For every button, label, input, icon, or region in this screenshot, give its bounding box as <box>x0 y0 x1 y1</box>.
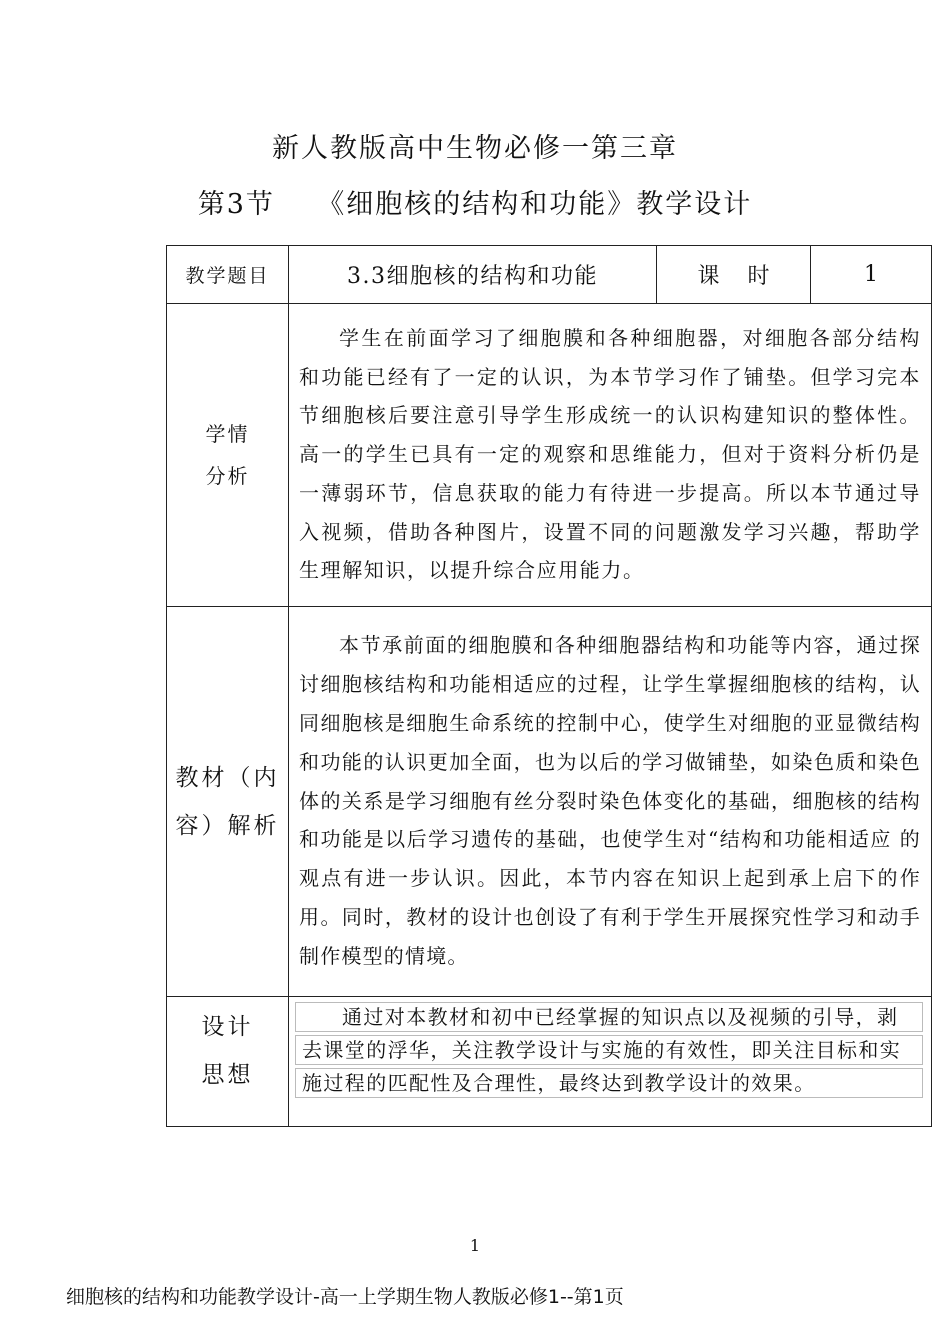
document-title: 新人教版高中生物必修一第三章 <box>272 133 678 164</box>
page-number: 1 <box>469 1236 481 1255</box>
design-thought-cell <box>289 997 932 1127</box>
students-analysis-text: 学生在前面学习了细胞膜和各种细胞器，对细胞各部分结构和功能已经有了一定的认识，为本节学习作了铺垫。但学习完本节细胞核后要注意引导学生形成统一的认识构建知识的整体性。高一的学生已具有一定的观察和思维能力，但对于资料分析仍是一薄弱环节，信息获取的能力有待进一步提高。所以本节通过导入视频，借助各种图片，设置不同的问题激发学习兴趣，帮助学生理解知识，以提升综合应用能力。 <box>299 325 921 583</box>
material-label-line1: 教材（内 <box>175 764 280 791</box>
document-subtitle: 第3节 《细胞核的结构和功能》教学设计 <box>197 189 753 220</box>
topic-label: 教学题目 <box>167 246 289 304</box>
material-analysis-cell <box>289 607 932 997</box>
table-row-students <box>167 304 932 607</box>
design-thought-label <box>167 997 289 1127</box>
students-analysis-label <box>167 304 289 607</box>
hours-value: 1 <box>811 246 932 304</box>
design-label-line2: 思想 <box>201 1062 254 1088</box>
material-analysis-text: 本节承前面的细胞膜和各种细胞器结构和功能等内容，通过探讨细胞核结构和功能相适应的过程，让学生掌握细胞核的结构，认同细胞核是细胞生命系统的控制中心，使学生对细胞的亚显微结构和功能的认识更加全面，也为以后的学习做铺垫，如染色质和染色体的关系是学习细胞有丝分裂时染色体变化的基础，细胞核的结构和功能是以后学习遗传的基础，也使学生对“结构和功能相适应 的观点有进一步认识。因此，本节内容在知识上起到承上启下的作用。同时，教材的设计也创设了有利于学生开展探究性学习和动手制作模型的情境。 <box>299 633 921 968</box>
design-label-line1: 设计 <box>201 1014 254 1040</box>
students-analysis-cell <box>289 304 932 607</box>
design-line-1: 通过对本教材和初中已经掌握的知识点以及视频的引导，剥 <box>295 1002 923 1032</box>
design-line-3: 施过程的匹配性及合理性，最终达到教学设计的效果。 <box>295 1068 923 1098</box>
table-row-design <box>167 997 932 1127</box>
table-row-topic <box>167 246 932 304</box>
table-row-material <box>167 607 932 997</box>
material-analysis-label <box>167 607 289 997</box>
page-footer: 细胞核的结构和功能教学设计-高一上学期生物人教版必修1--第1页 <box>66 1286 624 1308</box>
lesson-design-table <box>166 245 932 1127</box>
design-thought-box <box>295 1002 923 1098</box>
students-label-line2: 分析 <box>205 464 250 488</box>
design-line-2: 去课堂的浮华，关注教学设计与实施的有效性，即关注目标和实 <box>295 1035 923 1065</box>
topic-value: 3.3细胞核的结构和功能 <box>289 246 657 304</box>
material-label-line2: 容）解析 <box>175 812 280 839</box>
students-label-line1: 学情 <box>205 422 250 446</box>
hours-label: 课 时 <box>657 246 811 304</box>
